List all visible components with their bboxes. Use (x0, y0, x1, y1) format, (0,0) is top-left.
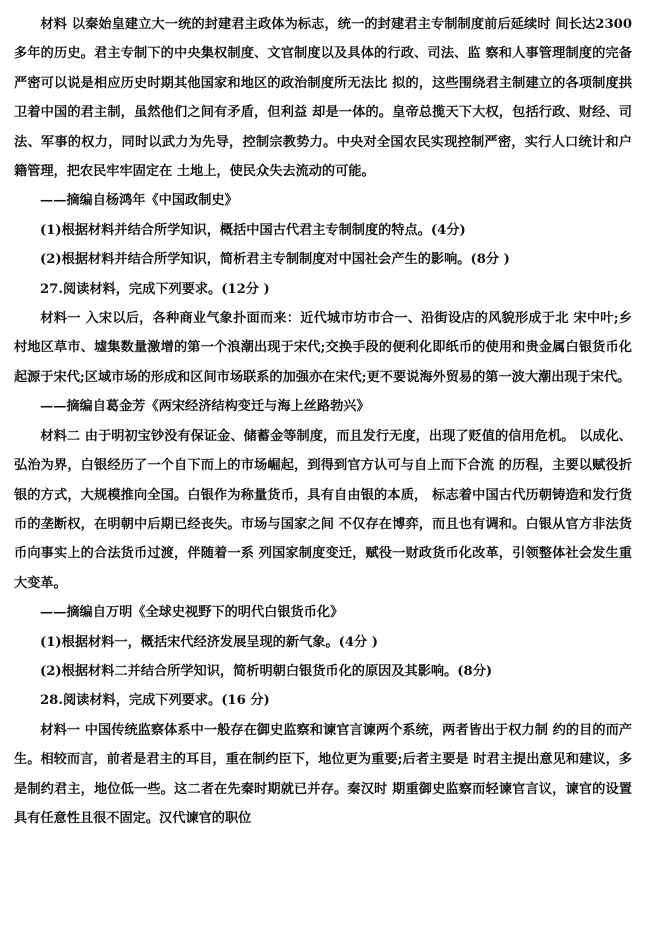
material-paragraph: 材料二 由于明初宝钞没有保证金、储蓄金等制度，而且发行无度，出现了贬值的信用危机。 以成化、弘治为界，白银经历了一个自下而上的市场崛起，到得到官方认可与自上而下合流 的历程，主要以赋役折银的方式，大规模推向全国。白银作为称量货币，具有自由银的本质， 标志着中国古代历朝铸造和发行货币的垄断权，在明朝中后期已经丧失。市场与国家之间 不仅存在博弈，而且也有调和。白银从官方非法货币向事实上的合法货币过渡，伴随着一系 列国家制度变迁，赋役一财政货币化改革，引领整体社会发生重大变革。 (14, 428, 632, 591)
question-item: (1)根据材料并结合所学知识，概括中国古代君主专制制度的特点。(4分) (40, 222, 466, 238)
question-item: (2)根据材料二并结合所学知识，简析明朝白银货币化的原因及其影响。(8分) (40, 663, 493, 679)
material-paragraph: 材料一 入宋以后，各种商业气象扑面而来：近代城市坊市合一、沿街设店的风貌形成于北 宋中叶;乡村地区草市、墟集数量激增的第一个浪潮出现于宋代;交换手段的便利化即纸币的使用和贵金属白银货币化起源于宋代;区域市场的形成和区间市场联系的加强亦在宋代;更不要说海外贸易的第一波大潮出现于宋代。 (14, 311, 632, 385)
question-item: (1)根据材料一，概括宋代经济发展呈现的新气象。(4分 ) (40, 634, 379, 650)
source-citation: ——摘编自葛金芳《两宋经济结构变迁与海上丝路勃兴》 (40, 399, 370, 415)
source-citation: ——摘编自杨鸿年《中国政制史》 (40, 193, 238, 209)
source-citation: ——摘编自万明《全球史视野下的明代白银货币化》 (40, 605, 344, 621)
question-heading: 27.阅读材料，完成下列要求。(12分 ) (40, 281, 270, 297)
question-item: (2)根据材料并结合所学知识，简析君主专制制度对中国社会产生的影响。(8分 ) (40, 252, 510, 268)
material-paragraph: 材料一 中国传统监察体系中一般存在御史监察和谏官言谏两个系统，两者皆出于权力制 约的目的而产生。相较而言，前者是君主的耳目，重在制约臣下，地位更为重要;后者主要是 时君主提出意见和建议，多是制约君主，地位低一些。这二者在先秦时期就已并存。秦汉时 期重御史监察而轻谏官言议，谏官的设置具有任意性且很不固定。汉代谏官的职位 (14, 722, 632, 826)
question-heading: 28.阅读材料，完成下列要求。(16 分) (40, 693, 270, 709)
material-paragraph: 材料 以秦始皇建立大一统的封建君主政体为标志，统一的封建君主专制制度前后延续时 间长达2300 多年的历史。君主专制下的中央集权制度、文官制度以及具体的行政、司法、监 察和人事管理制度的完备严密可以说是相应历史时期其他国家和地区的政治制度所无法比 拟的，这些围绕君主制建立的各项制度拱卫着中国的君主制，虽然他们之间有矛盾，但利益 却是一体的。皇帝总揽天下大权，包括行政、财经、司法、军事的权力，同时以武力为先导，控制宗教势力。中央对全国农民实现控制严密，实行人口统计和户籍管理，把农民牢牢固定在 土地上，使民众失去流动的可能。 (14, 17, 632, 180)
